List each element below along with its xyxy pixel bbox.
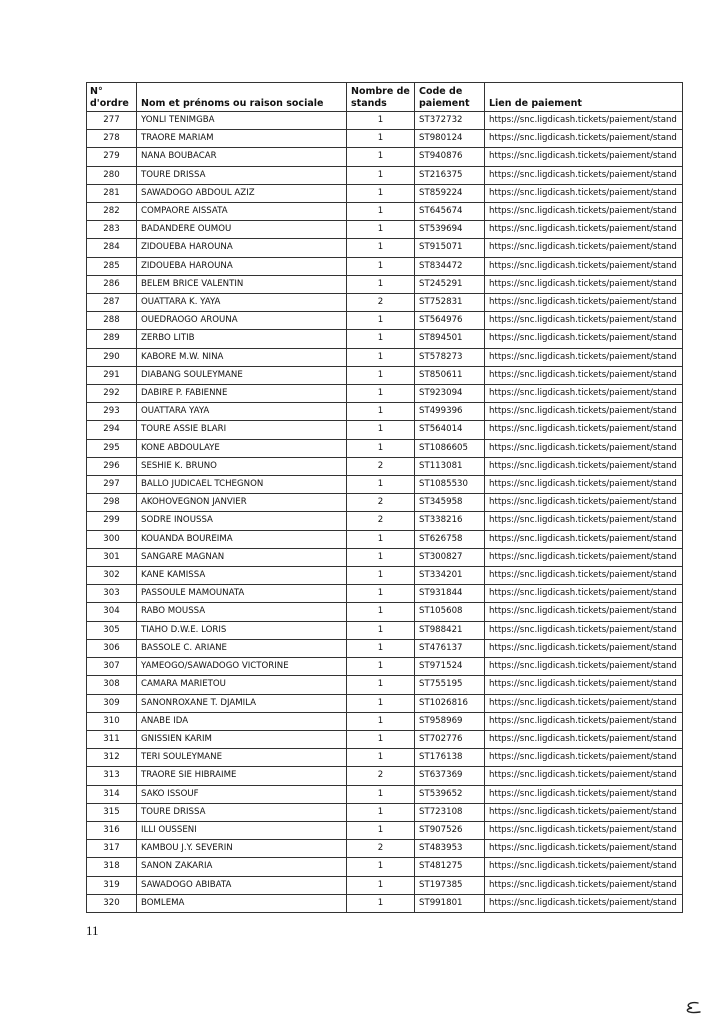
table-row [87,512,683,530]
name-cell: OUATTARA K. YAYA [137,294,347,312]
payment-code-cell: ST834472 [415,257,485,275]
stands-cell: 2 [347,294,415,312]
order-number-cell: 279 [87,148,137,166]
payment-link-cell[interactable]: https://snc.ligdicash.tickets/paiement/stand [485,894,683,912]
payment-code-cell: ST216375 [415,166,485,184]
order-number-cell: 302 [87,567,137,585]
table-row [87,567,683,585]
order-number-cell: 308 [87,676,137,694]
table-row [87,785,683,803]
name-cell: SAWADOGO ABDOUL AZIZ [137,184,347,202]
table-row [87,821,683,839]
stands-cell: 1 [347,803,415,821]
table-row [87,876,683,894]
payment-link-cell[interactable]: https://snc.ligdicash.tickets/paiement/stand [485,621,683,639]
name-cell: OUEDRAOGO AROUNA [137,312,347,330]
payment-link-cell[interactable]: https://snc.ligdicash.tickets/paiement/stand [485,257,683,275]
order-number-cell: 280 [87,166,137,184]
name-cell: ZIDOUEBA HAROUNA [137,257,347,275]
name-cell: ANABE IDA [137,712,347,730]
name-cell: NANA BOUBACAR [137,148,347,166]
payment-code-cell: ST915071 [415,239,485,257]
payment-code-cell: ST345958 [415,494,485,512]
payment-link-cell[interactable]: https://snc.ligdicash.tickets/paiement/stand [485,184,683,202]
table-row [87,858,683,876]
payment-link-cell[interactable]: https://snc.ligdicash.tickets/paiement/stand [485,221,683,239]
payment-link-cell[interactable]: https://snc.ligdicash.tickets/paiement/stand [485,348,683,366]
payment-link-cell[interactable]: https://snc.ligdicash.tickets/paiement/stand [485,712,683,730]
payment-code-cell: ST245291 [415,275,485,293]
payment-code-cell: ST940876 [415,148,485,166]
stands-cell: 1 [347,184,415,202]
order-number-cell: 310 [87,712,137,730]
payment-code-cell: ST334201 [415,567,485,585]
order-number-cell: 305 [87,621,137,639]
order-number-cell: 278 [87,130,137,148]
name-cell: GNISSIEN KARIM [137,730,347,748]
payment-code-cell: ST372732 [415,112,485,130]
table-row [87,767,683,785]
payment-link-cell[interactable]: https://snc.ligdicash.tickets/paiement/stand [485,275,683,293]
name-cell: DIABANG SOULEYMANE [137,366,347,384]
name-cell: DABIRE P. FABIENNE [137,385,347,403]
order-number-cell: 285 [87,257,137,275]
payment-code-cell: ST723108 [415,803,485,821]
table-row [87,294,683,312]
stands-cell: 1 [347,603,415,621]
payment-code-cell: ST980124 [415,130,485,148]
name-cell: BELEM BRICE VALENTIN [137,275,347,293]
payment-link-cell[interactable]: https://snc.ligdicash.tickets/paiement/stand [485,366,683,384]
stands-cell: 1 [347,366,415,384]
stands-cell: 1 [347,730,415,748]
name-cell: TERI SOULEYMANE [137,749,347,767]
payment-link-cell[interactable]: https://snc.ligdicash.tickets/paiement/stand [485,421,683,439]
payment-code-cell: ST988421 [415,621,485,639]
payment-code-cell: ST176138 [415,749,485,767]
order-number-cell: 299 [87,512,137,530]
stands-cell: 1 [347,221,415,239]
order-number-cell: 291 [87,366,137,384]
order-number-cell: 318 [87,858,137,876]
order-number-cell: 313 [87,767,137,785]
table-row [87,803,683,821]
payment-link-cell[interactable]: https://snc.ligdicash.tickets/paiement/stand [485,858,683,876]
table-row [87,548,683,566]
table-row [87,239,683,257]
payment-link-cell[interactable]: https://snc.ligdicash.tickets/paiement/stand [485,330,683,348]
header-payment-code: Code de paiement [415,83,485,112]
order-number-cell: 312 [87,749,137,767]
name-cell: TRAORE MARIAM [137,130,347,148]
order-number-cell: 316 [87,821,137,839]
stands-table [86,82,683,913]
payment-link-cell[interactable]: https://snc.ligdicash.tickets/paiement/stand [485,148,683,166]
name-cell: KANE KAMISSA [137,567,347,585]
order-number-cell: 281 [87,184,137,202]
table-row [87,530,683,548]
stands-cell: 1 [347,476,415,494]
stands-cell: 1 [347,749,415,767]
table-row [87,639,683,657]
table-row [87,130,683,148]
payment-link-cell[interactable]: https://snc.ligdicash.tickets/paiement/stand [485,694,683,712]
payment-link-cell[interactable]: https://snc.ligdicash.tickets/paiement/stand [485,840,683,858]
stands-cell: 1 [347,348,415,366]
payment-code-cell: ST197385 [415,876,485,894]
order-number-cell: 286 [87,275,137,293]
payment-link-cell[interactable]: https://snc.ligdicash.tickets/paiement/stand [485,639,683,657]
order-number-cell: 293 [87,403,137,421]
table-row [87,112,683,130]
name-cell: TOURE DRISSA [137,803,347,821]
name-cell: SESHIE K. BRUNO [137,457,347,475]
table-row [87,457,683,475]
page-number: 11 [86,923,99,938]
payment-code-cell: ST499396 [415,403,485,421]
table-row [87,348,683,366]
stands-cell: 1 [347,712,415,730]
table-row [87,221,683,239]
table-row [87,694,683,712]
payment-link-cell[interactable]: https://snc.ligdicash.tickets/paiement/stand [485,749,683,767]
table-row [87,730,683,748]
table-row [87,257,683,275]
stands-cell: 1 [347,403,415,421]
table-row [87,403,683,421]
order-number-cell: 303 [87,585,137,603]
stands-cell: 1 [347,639,415,657]
stands-cell: 1 [347,166,415,184]
order-number-cell: 314 [87,785,137,803]
payment-link-cell[interactable]: https://snc.ligdicash.tickets/paiement/stand [485,166,683,184]
table-row [87,603,683,621]
name-cell: YONLI TENIMGBA [137,112,347,130]
stands-cell: 1 [347,876,415,894]
order-number-cell: 282 [87,203,137,221]
name-cell: SAWADOGO ABIBATA [137,876,347,894]
payment-link-cell[interactable]: https://snc.ligdicash.tickets/paiement/stand [485,457,683,475]
stands-cell: 1 [347,257,415,275]
name-cell: COMPAORE AISSATA [137,203,347,221]
payment-code-cell: ST755195 [415,676,485,694]
name-cell: ILLI OUSSENI [137,821,347,839]
stands-cell: 1 [347,548,415,566]
stands-cell: 1 [347,658,415,676]
order-number-cell: 283 [87,221,137,239]
stands-cell: 1 [347,203,415,221]
name-cell: YAMEOGO/SAWADOGO VICTORINE [137,658,347,676]
payment-code-cell: ST931844 [415,585,485,603]
order-number-cell: 309 [87,694,137,712]
payment-link-cell[interactable]: https://snc.ligdicash.tickets/paiement/stand [485,112,683,130]
order-number-cell: 315 [87,803,137,821]
payment-code-cell: ST578273 [415,348,485,366]
order-number-cell: 292 [87,385,137,403]
name-cell: SAKO ISSOUF [137,785,347,803]
name-cell: ZIDOUEBA HAROUNA [137,239,347,257]
payment-code-cell: ST907526 [415,821,485,839]
name-cell: AKOHOVEGNON JANVIER [137,494,347,512]
table-row [87,476,683,494]
name-cell: KOUANDA BOUREIMA [137,530,347,548]
payment-link-cell[interactable]: https://snc.ligdicash.tickets/paiement/stand [485,403,683,421]
payment-code-cell: ST752831 [415,294,485,312]
stands-cell: 1 [347,112,415,130]
payment-code-cell: ST483953 [415,840,485,858]
payment-code-cell: ST539694 [415,221,485,239]
payment-link-cell[interactable]: https://snc.ligdicash.tickets/paiement/stand [485,603,683,621]
payment-code-cell: ST859224 [415,184,485,202]
table-row [87,166,683,184]
order-number-cell: 296 [87,457,137,475]
table-header-row [87,83,683,112]
payment-link-cell[interactable]: https://snc.ligdicash.tickets/paiement/stand [485,312,683,330]
table-row [87,312,683,330]
stands-cell: 1 [347,858,415,876]
stands-cell: 2 [347,840,415,858]
payment-code-cell: ST105608 [415,603,485,621]
payment-code-cell: ST702776 [415,730,485,748]
stands-cell: 2 [347,767,415,785]
name-cell: RABO MOUSSA [137,603,347,621]
order-number-cell: 277 [87,112,137,130]
order-number-cell: 295 [87,439,137,457]
name-cell: OUATTARA YAYA [137,403,347,421]
stands-cell: 1 [347,821,415,839]
stands-cell: 1 [347,275,415,293]
name-cell: BADANDERE OUMOU [137,221,347,239]
payment-link-cell[interactable]: https://snc.ligdicash.tickets/paiement/stand [485,658,683,676]
table-row [87,658,683,676]
payment-link-cell[interactable]: https://snc.ligdicash.tickets/paiement/stand [485,203,683,221]
payment-link-cell[interactable]: https://snc.ligdicash.tickets/paiement/stand [485,294,683,312]
order-number-cell: 284 [87,239,137,257]
name-cell: KAMBOU J.Y. SEVERIN [137,840,347,858]
stands-cell: 1 [347,385,415,403]
name-cell: PASSOULE MAMOUNATA [137,585,347,603]
payment-link-cell[interactable]: https://snc.ligdicash.tickets/paiement/stand [485,730,683,748]
stands-cell: 2 [347,494,415,512]
header-stands: Nombre de stands [347,83,415,112]
name-cell: SANGARE MAGNAN [137,548,347,566]
stands-cell: 1 [347,894,415,912]
name-cell: TOURE ASSIE BLARI [137,421,347,439]
header-name: Nom et prénoms ou raison sociale [137,83,347,112]
payment-code-cell: ST850611 [415,366,485,384]
name-cell: CAMARA MARIETOU [137,676,347,694]
payment-code-cell: ST1085530 [415,476,485,494]
payment-code-cell: ST958969 [415,712,485,730]
order-number-cell: 297 [87,476,137,494]
table-row [87,385,683,403]
stands-cell: 1 [347,585,415,603]
stands-cell: 1 [347,330,415,348]
payment-link-cell[interactable]: https://snc.ligdicash.tickets/paiement/stand [485,585,683,603]
payment-link-cell[interactable]: https://snc.ligdicash.tickets/paiement/stand [485,439,683,457]
payment-link-cell[interactable]: https://snc.ligdicash.tickets/paiement/stand [485,676,683,694]
payment-code-cell: ST539652 [415,785,485,803]
name-cell: SANON ZAKARIA [137,858,347,876]
payment-link-cell[interactable]: https://snc.ligdicash.tickets/paiement/stand [485,130,683,148]
name-cell: BALLO JUDICAEL TCHEGNON [137,476,347,494]
payment-link-cell[interactable]: https://snc.ligdicash.tickets/paiement/stand [485,530,683,548]
order-number-cell: 311 [87,730,137,748]
payment-code-cell: ST991801 [415,894,485,912]
payment-link-cell[interactable]: https://snc.ligdicash.tickets/paiement/stand [485,476,683,494]
stands-cell: 1 [347,421,415,439]
table-row [87,840,683,858]
table-row [87,330,683,348]
order-number-cell: 307 [87,658,137,676]
payment-code-cell: ST645674 [415,203,485,221]
payment-code-cell: ST564014 [415,421,485,439]
table-row [87,894,683,912]
order-number-cell: 294 [87,421,137,439]
stands-cell: 1 [347,621,415,639]
stands-cell: 1 [347,567,415,585]
stands-cell: 1 [347,439,415,457]
payment-link-cell[interactable]: https://snc.ligdicash.tickets/paiement/stand [485,239,683,257]
payment-link-cell[interactable]: https://snc.ligdicash.tickets/paiement/stand [485,767,683,785]
stands-cell: 1 [347,694,415,712]
payment-link-cell[interactable]: https://snc.ligdicash.tickets/paiement/stand [485,803,683,821]
table-row [87,585,683,603]
name-cell: TOURE DRISSA [137,166,347,184]
order-number-cell: 298 [87,494,137,512]
payment-code-cell: ST113081 [415,457,485,475]
payment-link-cell[interactable]: https://snc.ligdicash.tickets/paiement/stand [485,385,683,403]
stands-cell: 1 [347,312,415,330]
name-cell: SODRE INOUSSA [137,512,347,530]
payment-code-cell: ST481275 [415,858,485,876]
payment-link-cell[interactable]: https://snc.ligdicash.tickets/paiement/stand [485,567,683,585]
stands-cell: 2 [347,512,415,530]
payment-code-cell: ST971524 [415,658,485,676]
payment-link-cell[interactable]: https://snc.ligdicash.tickets/paiement/stand [485,512,683,530]
name-cell: BASSOLE C. ARIANE [137,639,347,657]
table-row [87,712,683,730]
table-row [87,366,683,384]
order-number-cell: 290 [87,348,137,366]
payment-link-cell[interactable]: https://snc.ligdicash.tickets/paiement/stand [485,494,683,512]
order-number-cell: 301 [87,548,137,566]
order-number-cell: 320 [87,894,137,912]
payment-link-cell[interactable]: https://snc.ligdicash.tickets/paiement/stand [485,876,683,894]
table-row [87,184,683,202]
stands-cell: 1 [347,148,415,166]
payment-code-cell: ST894501 [415,330,485,348]
table-row [87,621,683,639]
payment-code-cell: ST300827 [415,548,485,566]
payment-code-cell: ST923094 [415,385,485,403]
handwritten-initial [680,1000,704,1016]
payment-code-cell: ST626758 [415,530,485,548]
stands-cell: 1 [347,785,415,803]
name-cell: TRAORE SIE HIBRAIME [137,767,347,785]
order-number-cell: 289 [87,330,137,348]
order-number-cell: 306 [87,639,137,657]
payment-link-cell[interactable]: https://snc.ligdicash.tickets/paiement/stand [485,785,683,803]
stands-cell: 1 [347,130,415,148]
name-cell: SANONROXANE T. DJAMILA [137,694,347,712]
order-number-cell: 317 [87,840,137,858]
payment-code-cell: ST1086605 [415,439,485,457]
payment-code-cell: ST338216 [415,512,485,530]
name-cell: ZERBO LITIB [137,330,347,348]
table-row [87,203,683,221]
order-number-cell: 288 [87,312,137,330]
order-number-cell: 319 [87,876,137,894]
name-cell: KONE ABDOULAYE [137,439,347,457]
table-row [87,749,683,767]
table-row [87,148,683,166]
name-cell: TIAHO D.W.E. LORIS [137,621,347,639]
table-row [87,439,683,457]
stands-cell: 2 [347,457,415,475]
table-row [87,676,683,694]
stands-cell: 1 [347,676,415,694]
stands-cell: 1 [347,530,415,548]
header-order-number: N° d'ordre [87,83,137,112]
stands-cell: 1 [347,239,415,257]
table-row [87,494,683,512]
name-cell: BOMLEMA [137,894,347,912]
payment-link-cell[interactable]: https://snc.ligdicash.tickets/paiement/stand [485,548,683,566]
order-number-cell: 304 [87,603,137,621]
order-number-cell: 300 [87,530,137,548]
order-number-cell: 287 [87,294,137,312]
name-cell: KABORE M.W. NINA [137,348,347,366]
payment-code-cell: ST476137 [415,639,485,657]
payment-link-cell[interactable]: https://snc.ligdicash.tickets/paiement/stand [485,821,683,839]
payment-code-cell: ST1026816 [415,694,485,712]
payment-code-cell: ST637369 [415,767,485,785]
payment-code-cell: ST564976 [415,312,485,330]
table-row [87,421,683,439]
table-row [87,275,683,293]
header-payment-link: Lien de paiement [485,83,683,112]
